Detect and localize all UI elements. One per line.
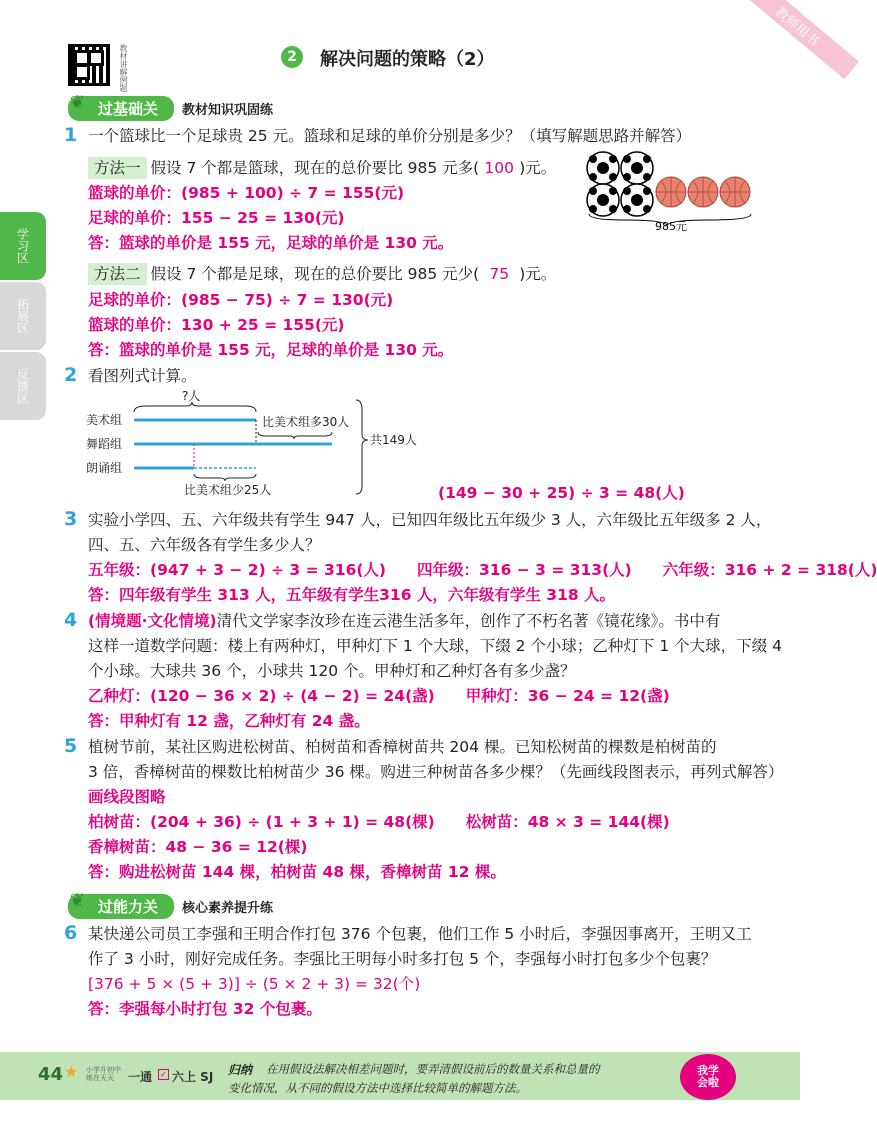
question-text: 一个篮球比一个足球贵 25 元。篮球和足球的单价分别是多少？（填写解题思路并解答） [88, 127, 692, 145]
question-tag: (情境题·文化情境) [88, 612, 217, 630]
question-number: 3 [64, 508, 78, 530]
answer-line: 答：篮球的单价是 155 元，足球的单价是 130 元。 [88, 234, 454, 252]
section-tag: 过基础关 [68, 96, 174, 121]
brand: 一通 [128, 1070, 153, 1084]
answer-line: 篮球的单价：130 + 25 = 155(元) [88, 316, 345, 334]
answer-line: (149 − 30 + 25) ÷ 3 = 48(人) [438, 484, 685, 502]
method-text: )元。 [519, 265, 557, 283]
learned-badge-text: 我学会啦 [697, 1064, 719, 1089]
question-number: 4 [64, 609, 78, 631]
unknown-label: ?人 [182, 389, 201, 403]
segment-diagram [86, 388, 446, 500]
answer-line: [376 + 5 × (5 + 3)] ÷ (5 × 2 + 3) = 32(个) [88, 975, 421, 993]
method-label: 方法二 [88, 263, 147, 285]
answer-line: 答：购进松树苗 144 棵，柏树苗 48 棵，香樟树苗 12 棵。 [88, 863, 506, 881]
lesson-number [281, 46, 303, 68]
method-text: )元。 [519, 159, 557, 177]
answer-line: 柏树苗：(204 + 36) ÷ (1 + 3 + 1) = 48(棵) 松树苗：48 × 3 = 144(棵) [88, 813, 670, 831]
answer-line: 香樟树苗：48 − 36 = 12(棵) [88, 838, 308, 856]
answer-line: 答：篮球的单价是 155 元，足球的单价是 130 元。 [88, 341, 454, 359]
lesson-number-text: 2 [287, 49, 297, 65]
answer-line: 乙种灯：(120 − 36 × 2) ÷ (4 − 2) = 24(盏) 甲种灯：36 − 24 = 12(盏) [88, 687, 670, 705]
section-tag: 过能力关 [68, 894, 174, 919]
section-subtitle: 核心素养提升练 [182, 900, 274, 916]
less-label: 比美术组少25人 [184, 483, 272, 497]
sidebar-tab-feedback[interactable] [0, 352, 46, 420]
qr-code[interactable] [68, 44, 110, 86]
sidebar-tab-label: 拓展区 [15, 298, 30, 334]
question-text: 作了 3 小时，刚好完成任务。李强比王明每小时多打包 5 个，李强每小时打包多少个包裹？ [88, 950, 717, 968]
row-label: 美术组 [86, 413, 123, 427]
question-text: 这样一道数学问题：楼上有两种灯，甲种灯下 1 个大球，下缀 2 个小球；乙种灯下 1 个大球，下缀 4 [88, 637, 782, 655]
question-text: 看图列式计算。 [88, 367, 197, 385]
answer-line: 足球的单价：(985 − 75) ÷ 7 = 130(元) [88, 291, 394, 309]
brand-small: 小学升初中 练在天天 [86, 1066, 121, 1082]
question-text: 3 倍，香樟树苗的棵数比柏树苗少 36 棵。购进三种树苗各多少棵？（先画线段图表示，再列式解答） [88, 763, 784, 781]
question-text: 四、五、六年级各有学生多少人？ [88, 536, 321, 554]
answer-line: 答：四年级有学生 313 人，五年级有学生316 人，六年级有学生 318 人。 [88, 586, 616, 604]
basketball-icon [656, 177, 686, 207]
leaf-icon: ❦ [70, 92, 86, 113]
question-number: 6 [64, 922, 78, 944]
page-number: 44 [38, 1064, 64, 1085]
sidebar-tab-extend[interactable] [0, 282, 46, 350]
question-text [88, 611, 720, 631]
question-text: 个小球。大球共 36 个，小球共 120 个。甲种灯和乙种灯各有多少盏？ [88, 662, 576, 680]
section-banner-ability [68, 895, 273, 917]
grade-label: 六上 SJ [172, 1070, 214, 1084]
question-number: 1 [64, 124, 78, 146]
soccer-ball-icon [587, 184, 619, 216]
method-line [88, 157, 556, 179]
question-text: 某快递公司员工李强和王明合作打包 376 个包裹，他们工作 5 小时后，李强因事离开，王明又工 [88, 925, 752, 943]
answer-line: 答：李强每小时打包 32 个包裹。 [88, 1000, 322, 1018]
section-banner-basic [68, 97, 273, 119]
soccer-ball-icon [587, 152, 619, 184]
total-label: 共149人 [370, 433, 417, 447]
section-subtitle: 教材知识巩固练 [182, 102, 274, 118]
star-icon: ★ [64, 1062, 79, 1081]
corner-tag-text: 教师用书 [737, 0, 859, 79]
sidebar-tab-label: 学习区 [15, 228, 30, 264]
method-line [88, 263, 556, 285]
row-label: 舞蹈组 [86, 437, 123, 451]
basketball-icon [688, 177, 718, 207]
leaf-icon: ❦ [70, 890, 86, 911]
soccer-ball-icon [621, 184, 653, 216]
summary-tag: 归纳 [228, 1063, 253, 1077]
summary-text: 在用假设法解决相差问题时，要弄清假设前后的数量关系和总量的 [266, 1062, 600, 1076]
answer-blank: 100 [484, 159, 515, 177]
question-text: 实验小学四、五、六年级共有学生 947 人，已知四年级比五年级少 3 人，六年级比五年级多 2 人， [88, 511, 772, 529]
method-label: 方法一 [88, 157, 147, 179]
page-title: 解决问题的策略（2） [320, 49, 495, 70]
figure-label: 985元 [655, 220, 687, 233]
checkbox-icon: ✓ [158, 1069, 169, 1080]
question-number: 5 [64, 735, 78, 757]
corner-tag [708, 0, 828, 60]
qr-label: 教材讲解例题 [119, 44, 128, 92]
question-number: 2 [64, 364, 78, 386]
sidebar-tab-study[interactable] [0, 212, 46, 280]
answer-line: 足球的单价：155 − 25 = 130(元) [88, 209, 345, 227]
soccer-ball-icon [621, 152, 653, 184]
answer-blank: 75 [489, 265, 510, 283]
more-label: 比美术组多30人 [262, 415, 350, 429]
answer-line: 答：甲种灯有 12 盏，乙种灯有 24 盏。 [88, 712, 370, 730]
answer-line: 画线段图略 [88, 788, 166, 806]
answer-line: 五年级：(947 + 3 − 2) ÷ 3 = 316(人) 四年级：316 − 3 = 313(人) 六年级：316 + 2 = 318(人) [88, 561, 877, 579]
summary-text: 变化情况，从不同的假设方法中选择比较简单的解题方法。 [228, 1081, 527, 1095]
row-label: 朗诵组 [86, 461, 123, 475]
sidebar-tab-label: 反馈区 [15, 368, 30, 404]
method-text: 假设 7 个都是足球，现在的总价要比 985 元少( [150, 265, 480, 283]
question-text-part: 清代文学家李汝珍在连云港生活多年，创作了不朽名著《镜花缘》。书中有 [216, 612, 721, 630]
balls-figure [585, 150, 765, 232]
basketball-icon [720, 177, 750, 207]
method-text: 假设 7 个都是篮球，现在的总价要比 985 元多( [150, 159, 480, 177]
learned-badge[interactable] [680, 1054, 736, 1100]
answer-line: 篮球的单价：(985 + 100) ÷ 7 = 155(元) [88, 184, 405, 202]
question-text: 植树节前，某社区购进松树苗、柏树苗和香樟树苗共 204 棵。已知松树苗的棵数是柏树苗的 [88, 738, 717, 756]
